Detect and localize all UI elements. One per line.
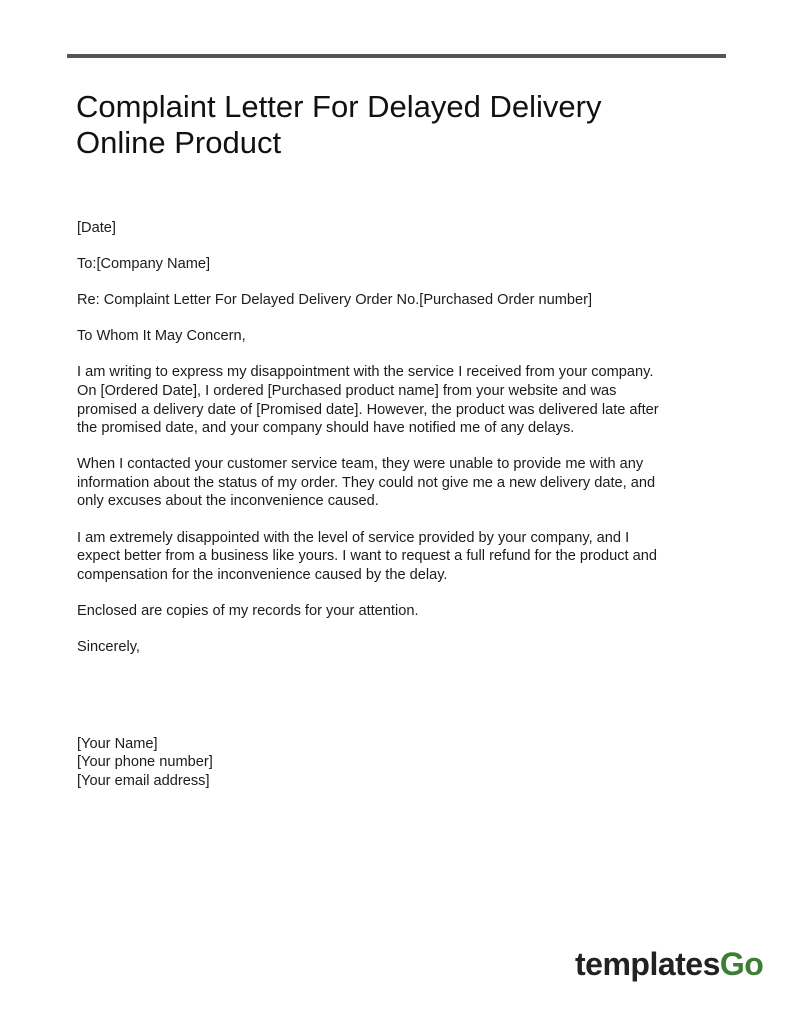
paragraph-line: On [Ordered Date], I ordered [Purchased product name] from your website and was	[77, 382, 617, 399]
logo-text-go: Go	[719, 946, 764, 982]
salutation: To Whom It May Concern,	[77, 328, 246, 345]
paragraph-line: I am extremely disappointed with the level of service provided by your company, and I	[77, 529, 630, 546]
paragraph-line: I am writing to express my disappointment with the service I received from your company.	[77, 364, 654, 381]
signature-email: [Your email address]	[77, 772, 210, 789]
paragraph-line: information about the status of my order. They could not give me a new delivery date, and	[77, 474, 656, 491]
letter-body	[77, 219, 737, 790]
recipient-line: To:[Company Name]	[77, 256, 211, 273]
paragraph-1	[77, 363, 737, 437]
title-line-1: Complaint Letter For Delayed Delivery	[76, 89, 602, 124]
paragraph-line: compensation for the inconvenience caused by the delay.	[77, 566, 448, 583]
signature-name: [Your Name]	[77, 735, 158, 752]
paragraph-line: the promised date, and your company should have notified me of any delays.	[77, 420, 575, 437]
paragraph-line: When I contacted your customer service team, they were unable to provide me with any	[77, 456, 644, 473]
signature-block	[77, 735, 737, 791]
subject-line: Re: Complaint Letter For Delayed Delivery Order No.[Purchased Order number]	[77, 292, 593, 309]
date-field: [Date]	[77, 220, 116, 236]
paragraph-line: only excuses about the inconvenience caused.	[77, 493, 379, 510]
paragraph-3	[77, 529, 737, 585]
enclosed-note: Enclosed are copies of my records for your attention.	[77, 602, 419, 619]
logo-text-templates: templates	[575, 946, 720, 982]
paragraph-line: expect better from a business like yours. I want to request a full refund for the product and	[77, 548, 658, 565]
title-line-2: Online Product	[76, 125, 282, 160]
signature-phone: [Your phone number]	[77, 754, 213, 771]
paragraph-2	[77, 455, 737, 511]
top-divider	[67, 54, 726, 58]
paragraph-line: promised a delivery date of [Promised date]. However, the product was delivered late after	[77, 401, 659, 418]
closing: Sincerely,	[77, 638, 140, 655]
document-title	[76, 89, 716, 161]
templatesgo-logo	[575, 944, 763, 984]
